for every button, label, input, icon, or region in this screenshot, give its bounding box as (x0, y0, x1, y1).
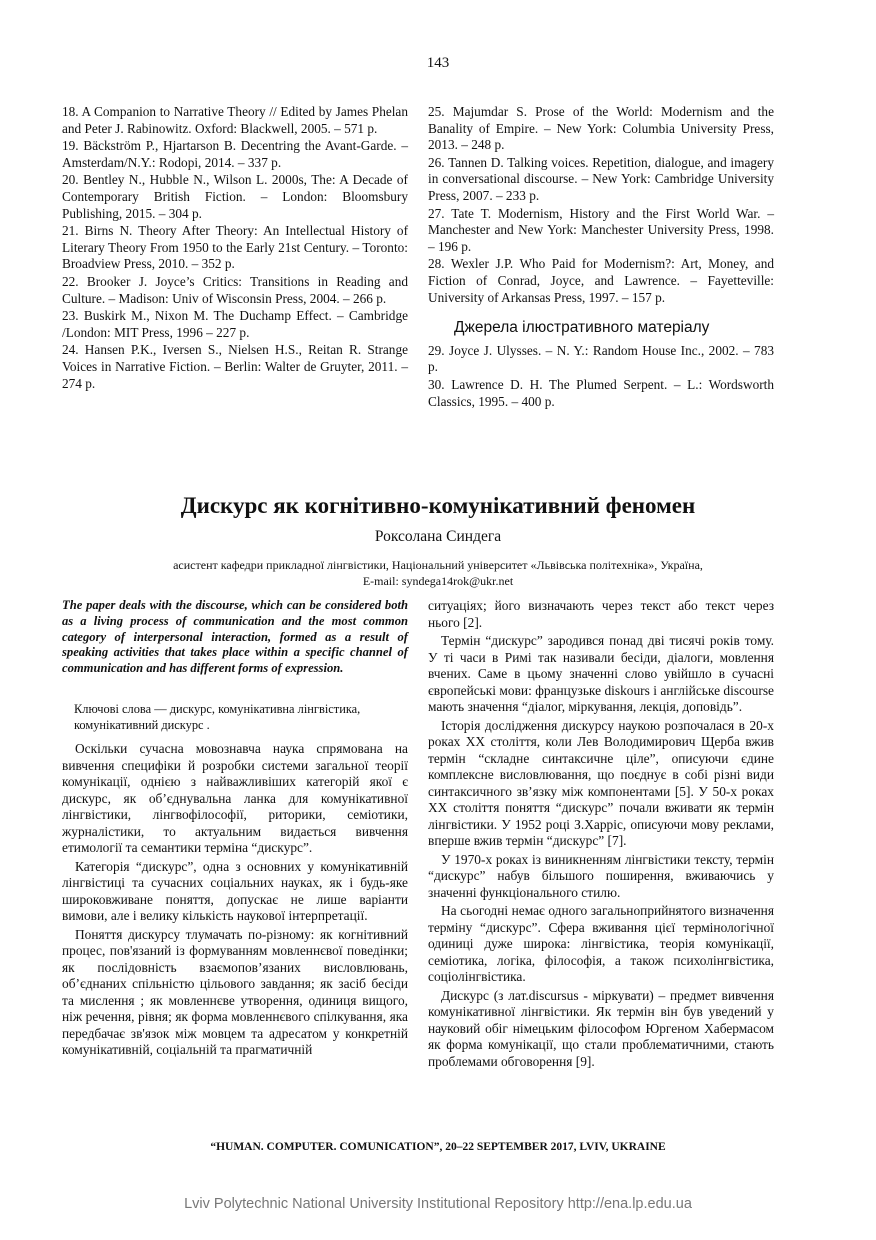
reference-22: 22. Brooker J. Joyce’s Critics: Transitions in Reading and Culture. – Madison: Univ of Wisconsin Press, 2004. – 266 p. (62, 273, 408, 306)
author-affiliation-block (0, 557, 876, 589)
reference-23: 23. Buskirk M., Nixon M. The Duchamp Effect. – Cambridge /London: MIT Press, 1996 – 227 p. (62, 308, 408, 340)
body-paragraph: Історія дослідження дискурсу наукою розпочалася в 20-х роках XX століття, коли Лев Володимирович Щерба вжив термін “складне синтаксичне ціле”, описуючи єдине комплексне висловлювання, що поєднує в собі різні види синтаксичного зв’язку між компонентами [5]. У 50-х роках XX століття поняття “дискурс” почали вживати як термін лінгвістики. У 1952 році З.Харріс, описуючи мову реклами, вперше вжив термін “дискурс” [7]. (428, 717, 774, 848)
references-left-column (62, 104, 408, 393)
reference-18: 18. A Companion to Narrative Theory // Edited by James Phelan and Peter J. Rabinowitz. Oxford: Blackwell, 2005. – 571 p. (62, 104, 408, 136)
author-affiliation: асистент кафедри прикладної лінгвістики, Національний університет «Львівська політехніка», Україна, (173, 558, 703, 572)
reference-25: 25. Majumdar S. Prose of the World: Modernism and the Banality of Empire. – New York: Columbia University Press, 2013. – 248 p. (428, 104, 774, 153)
body-paragraph: ситуаціях; його визначають через текст або текст через нього [2]. (428, 598, 774, 630)
reference-19: 19. Bäckström P., Hjartarson B. Decentring the Avant-Garde. – Amsterdam/N.Y.: Rodopi, 2014. – 337 p. (62, 138, 408, 170)
repository-watermark: Lviv Polytechnic National University Institutional Repository http://ena.lp.edu.ua (184, 1196, 692, 1212)
keywords (62, 702, 408, 733)
reference-28: 28. Wexler J.P. Who Paid for Modernism?: Art, Money, and Fiction of Conrad, Joyce, and Lawrence. – Fayetteville: University of Arkansas Press, 1997. – 157 p. (428, 256, 774, 305)
illustrative-sources-heading: Джерела ілюстративного матеріалу (454, 319, 710, 337)
reference-21: 21. Birns N. Theory After Theory: An Intellectual History of Literary Theory From 1950 to the Early 21st Century. – Toronto: Broadview Press, 2010. – 352 p. (62, 223, 408, 272)
body-paragraph: На сьогодні немає одного загальноприйнятого визначення терміну “дискурс”. Сфера вживання цієї термінологічної одиниці дуже широка: лінгвістика, теорія комунікації, семіотика, логіка, філософія, а також психолінгвістика, соціолінгвістика. (428, 903, 774, 984)
author-email: E-mail: syndega14rok@ukr.net (362, 574, 514, 588)
reference-30: 30. Lawrence D. H. The Plumed Serpent. – L.: Wordsworth Classics, 1995. – 400 p. (428, 376, 774, 409)
page-number: 143 (426, 55, 450, 71)
body-paragraph: Оскільки сучасна мовознавча наука спрямована на вивчення специфіки й розробки системи загальної теорії комунікації, однією з найважливіших категорій якої є дискурс, як об’єднувальна ланка для комунікативної лінгвістики, лінгвофілософії, риторики, семіотики, журналістики, то актуальним видається вивчення етимології та семантики терміна “дискурс”. (62, 741, 408, 855)
body-paragraph: Дискурс (з лат.discursus - міркувати) – предмет вивчення комунікативної лінгвістики. Як термін він був уведений у науковий обіг німецьким філософом Юргеном Хабермасом як форма комунікації, що стали проблематичними, стають проблемами обговорення [9]. (428, 987, 774, 1069)
abstract: The paper deals with the discourse, which can be considered both as a living process of communication and the most common category of interpersonal interaction, formed as a result of speaking activities that takes place within a specific channel of communication and has different forms of expression. (62, 598, 408, 676)
reference-27: 27. Tate T. Modernism, History and the First World War. – Manchester and New York: Manchester University Press, 1998. – 196 p. (428, 205, 774, 254)
reference-26: 26. Tannen D. Talking voices. Repetition, dialogue, and imagery in conversational discourse. – New York: Cambridge University Press, 2007. – 233 p. (428, 154, 774, 203)
reference-20: 20. Bentley N., Hubble N., Wilson L. 2000s, The: A Decade of Contemporary British Fiction. – London: Bloomsbury Publishing, 2015. – 304 p. (62, 172, 408, 221)
body-paragraph: Категорія “дискурс”, одна з основних у комунікативній лінгвістиці та сучасних соціальних науках, як і будь-яке широковживане поняття, допускає не лише варіанти вимови, але і велику кількість наукової інтерпретації. (62, 858, 408, 923)
references-right-column (428, 104, 774, 411)
body-paragraph: У 1970-х роках із виникненням лінгвістики тексту, термін “дискурс” набув більшого поширення, вживаючись у значенні функціонального стилю. (428, 851, 774, 900)
article-title: Дискурс як когнітивно-комунікативний феномен (180, 493, 696, 518)
article-author: Роксолана Синдега (374, 528, 502, 545)
body-paragraph: Термін “дискурс” зародився понад дві тисячі років тому. У ті часи в Римі так називали бесіди, діалоги, мовлення вчених. Саме в цьому значенні слово увійшло в сучасні європейські мови: французьке diskours і англійське discourse мають значення “діалог, міркування, лекція, доповідь”. (428, 633, 774, 714)
body-paragraph: Поняття дискурсу тлумачать по-різному: як когнітивний процес, пов'язаний із формуванням мовленнєвої поведінки; як послідовність взаємопов’язаних висловлювань, об’єднаних спільністю цільового завдання; як засіб бесіди та мислення ; як мовленнєве утворення, одиниця вищого, ніж речення, рівня; як форма мовленнєвого спілкування, яка передбачає зв'язок між мовцем та адресатом у конкретній комунікативній, соціальній та прагматичній (62, 926, 408, 1057)
keywords-text: Ключові слова — дискурс, комунікативна лінгвістика, комунікативний дискурс . (74, 702, 361, 732)
reference-29: 29. Joyce J. Ulysses. – N. Y.: Random House Inc., 2002. – 783 p. (428, 342, 774, 375)
body-left-column (62, 741, 408, 1061)
body-right-column (428, 598, 774, 1072)
reference-24: 24. Hansen P.K., Iversen S., Nielsen H.S., Reitan R. Strange Voices in Narrative Fiction. – Berlin: Walter de Gruyter, 2011. – 274 p. (62, 342, 408, 391)
conference-footer: “HUMAN. COMPUTER. COMUNICATION”, 20–22 SEPTEMBER 2017, LVIV, UKRAINE (210, 1141, 666, 1153)
